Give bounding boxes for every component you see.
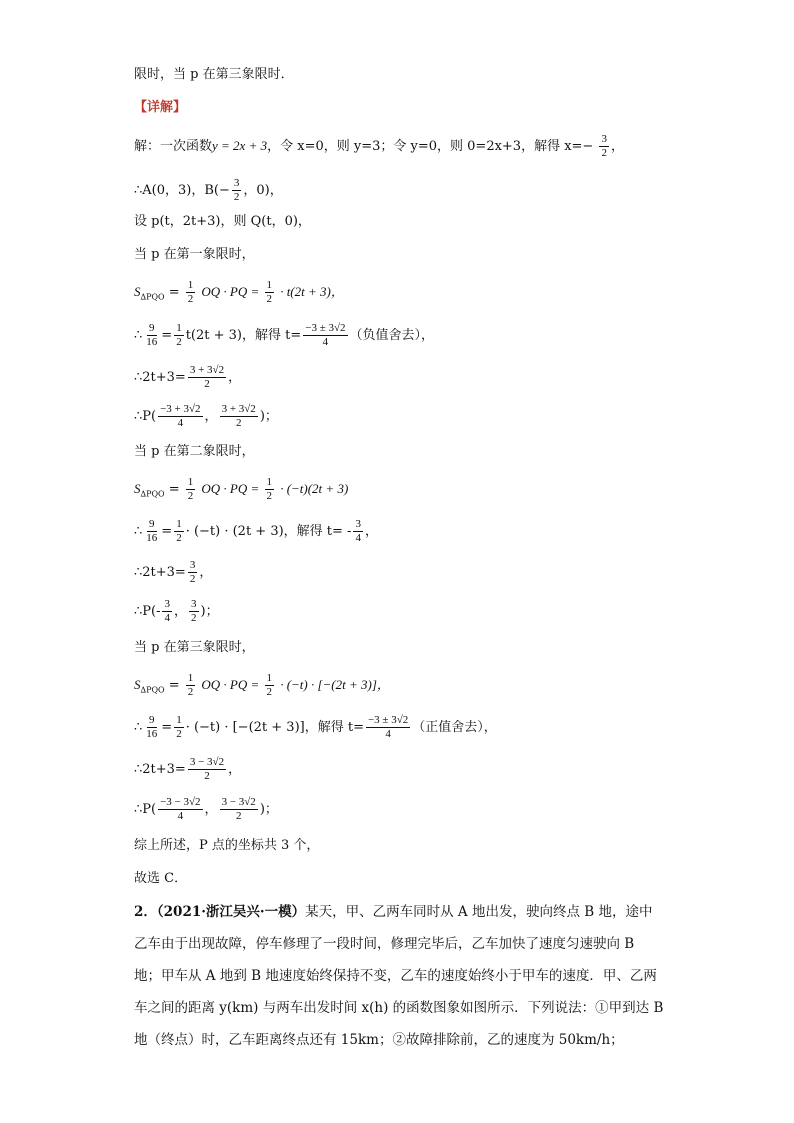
formula-line: $S_{\Delta PQO}$ = $\frac{1}{2}$ OQ · PQ = $\frac{1}{2}$ · (−t) · [−(2t + 3)]，: [134, 672, 390, 698]
text-line: 当 p 在第一象限时，: [134, 247, 255, 262]
formula-line: ∴P(- $\frac{3}{4}$ ， $\frac{3}{2}$ )；: [134, 598, 219, 624]
question-text: 某天，甲、乙两车同时从 A 地出发，驶向终点 B 地，途中乙车由于出现故障，停车修理了一段时间，修理完毕后，乙车加快了速度匀速驶向 B 地；甲车从 A 地到 B 地速度始终保持不变，乙车的速度始终小于甲车的速度．甲、乙两车之间的距离 y(km) 与两车出发时间 x(h) 的函数图象如图所示．下列说法：①甲到达 B 地（终点）时，乙车距离终点还有 15km；②故障排除前，乙的速度为 50km/h；: [134, 904, 664, 1048]
formula-line: ∴P( $\frac{-3 + 3√2}{4}$ ， $\frac{3 + 3√2}{2}$ )；: [134, 403, 278, 429]
formula-line: $S_{\Delta PQO}$ = $\frac{1}{2}$ OQ · PQ = $\frac{1}{2}$ · (−t)(2t + 3): [134, 476, 349, 502]
text-line: 当 p 在第二象限时，: [134, 444, 255, 459]
question-number: 2．: [134, 904, 157, 920]
formula-line: ∴ $\frac{9}{16}$ = $\frac{1}{2}$ · (−t) · [−(2t + 3)]，解得 t= $\frac{-3 \pm 3√2}{4}$ （正值舍去），: [134, 714, 497, 740]
question-2: [134, 896, 664, 1056]
text-line: ∴A(0，3)，B(− $\frac{3}{2}$ ，0)，: [134, 177, 283, 203]
text-line: 设 p(t，2t+3)，则 Q(t，0)，: [134, 214, 311, 229]
fraction: $\frac{3}{2}$: [601, 133, 607, 159]
formula-line: ∴2t+3= $\frac{3}{2}$ ，: [134, 559, 213, 585]
formula-line: ∴ $\frac{9}{16}$ = $\frac{1}{2}$ t(2t + 3)，解得 t= $\frac{-3 \pm 3√2}{4}$ （负值舍去），: [134, 322, 435, 348]
text-line: 解：一次函数y = 2x + 3，令 x=0，则 y=3；令 y=0，则 0=2x+3，解得 x=− $\frac{3}{2}$ ，: [134, 133, 624, 159]
formula-line: ∴2t+3= $\frac{3 - 3√2}{2}$ ，: [134, 756, 242, 782]
fraction: $\frac{3}{2}$: [233, 177, 240, 203]
formula-line: ∴P( $\frac{-3 - 3√2}{4}$ ， $\frac{3 - 3√2}{2}$ )；: [134, 796, 278, 822]
text-line: 限时，当 p 在第三象限时．: [134, 67, 294, 82]
text-line: 当 p 在第三象限时，: [134, 640, 255, 655]
formula-line: $S_{\Delta PQO}$ = $\frac{1}{2}$ OQ · PQ = $\frac{1}{2}$ · t(2t + 3)，: [134, 279, 344, 305]
formula-line: ∴2t+3= $\frac{3 + 3√2}{2}$ ，: [134, 364, 242, 390]
solution-heading: 【详解】: [134, 100, 187, 115]
text-line: 综上所述，P 点的坐标共 3 个，: [134, 838, 320, 853]
formula-line: ∴ $\frac{9}{16}$ = $\frac{1}{2}$ · (−t) · (2t + 3)，解得 t= - $\frac{3}{4}$ ，: [134, 518, 378, 544]
question-source: （2021·浙江吴兴·一模）: [156, 904, 306, 920]
text-line: 故选 C．: [134, 871, 188, 886]
